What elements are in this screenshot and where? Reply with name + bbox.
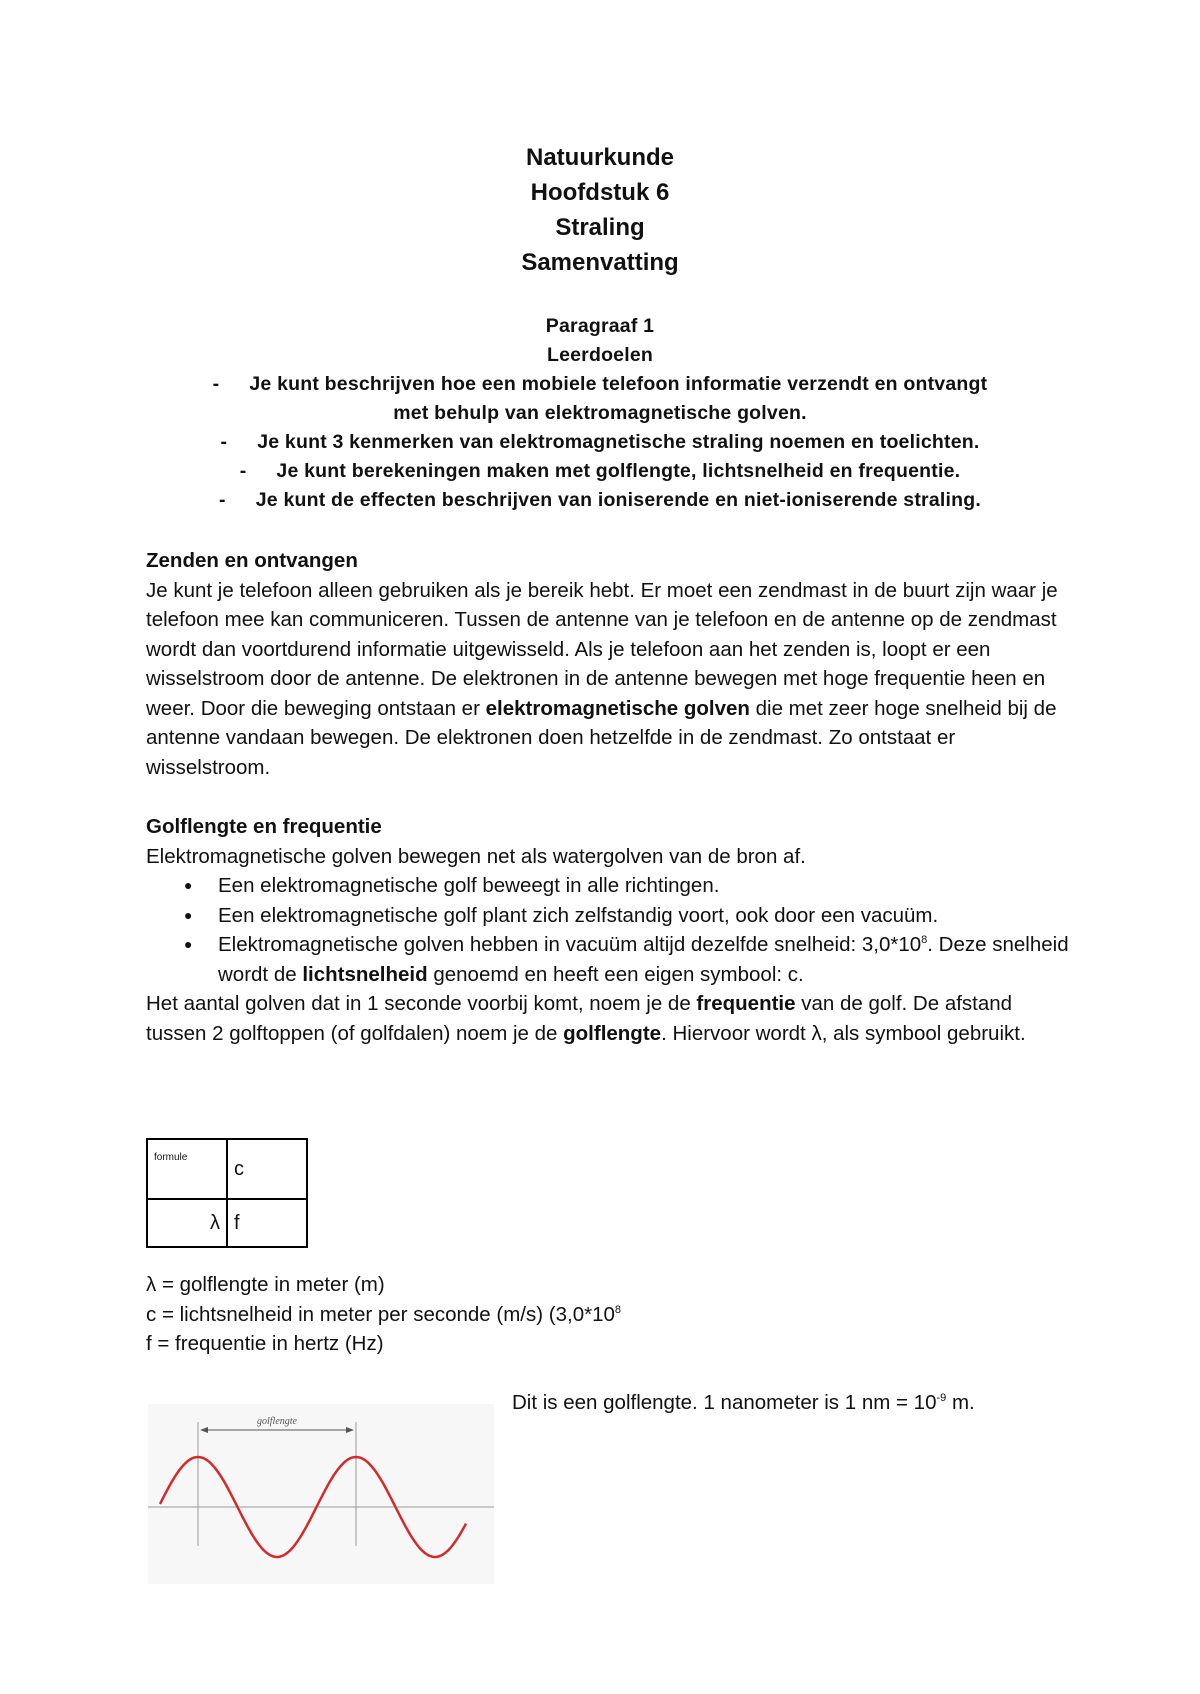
section-heading: Golflengte en frequentie [146, 815, 382, 838]
section-heading: Zenden en ontvangen [146, 549, 358, 572]
list-item [184, 901, 1076, 931]
wave-figure [148, 1404, 494, 1584]
text-run: m. [946, 1391, 975, 1414]
goal-text: Je kunt berekeningen maken met golflengte, lichtsnelheid en frequentie. [276, 460, 961, 482]
arrow-head-left [200, 1427, 208, 1433]
goal-dash: - [220, 431, 228, 453]
formula-label: formule [147, 1139, 227, 1199]
list-item-text: . Deze snelheid wordt de [218, 933, 1069, 986]
bullet-icon: ● [184, 877, 193, 893]
definition-f: f = frequentie in hertz (Hz) [146, 1332, 384, 1355]
formula-cell-c: c [227, 1139, 307, 1199]
definition-lambda: λ = golflengte in meter (m) [146, 1273, 385, 1296]
exponent: 8 [921, 934, 928, 947]
bold-term: lichtsnelheid [302, 962, 428, 986]
bold-term: frequentie [696, 992, 796, 1015]
list-item-text: Een elektromagnetische golf plant zich zelfstandig voort, ook door een vacuüm. [218, 903, 939, 927]
formula-cell-f: f [227, 1199, 307, 1247]
goal-text: met behulp van elektromagnetische golven. [393, 402, 807, 424]
definition-c [146, 1300, 621, 1330]
bullet-list [146, 871, 1076, 989]
list-item-text: Elektromagnetische golven hebben in vacuüm altijd dezelfde snelheid: 3,0*10 [218, 933, 922, 956]
section-text [146, 576, 1076, 783]
wave-diagram [148, 1404, 494, 1584]
text-run: . Hiervoor wordt λ, als symbool gebruikt. [661, 1021, 1026, 1045]
text-run: Dit is een golflengte. 1 nanometer is 1 nm = 10 [512, 1391, 937, 1414]
wavelength-note [512, 1388, 975, 1418]
goal-text: Je kunt de effecten beschrijven van ioniserende en niet-ioniserende straling. [255, 489, 981, 511]
list-item [184, 871, 1076, 901]
learning-goals-heading: Leerdoelen [546, 344, 654, 366]
exponent: -9 [936, 1392, 947, 1405]
title-block [0, 140, 1200, 280]
goal-item [0, 486, 1200, 515]
goal-item [0, 370, 1200, 399]
section-text [146, 989, 1076, 1048]
bullet-icon: ● [184, 936, 193, 952]
section-sending-receiving [146, 546, 1076, 782]
goal-dash: - [219, 489, 226, 511]
goal-text: Je kunt beschrijven hoe een mobiele telefoon informatie verzendt en ontvangt [249, 373, 988, 395]
text-run: Je kunt je telefoon alleen gebruiken als je bereik hebt. Er moet een zendmast in de buurt zijn waar je telefoon mee kan communiceren. Tussen de antenne van je telefoon en de antenne op de zendmast wordt dan voortdurend informatie uitgewisseld. Als je telefoon aan het zenden is, loopt er een wisselstroom door de antenne. De elektronen in de antenne bewegen met hoge frequentie heen en weer. Door die beweging ontstaan er [146, 578, 1058, 720]
bold-term: elektromagnetische golven [485, 696, 750, 720]
summary-title: Samenvatting [521, 249, 679, 276]
goal-item [0, 457, 1200, 486]
section-intro: Elektromagnetische golven bewegen net als watergolven van de bron af. [146, 844, 806, 868]
chapter-title: Hoofdstuk 6 [530, 179, 670, 206]
list-item [184, 930, 1076, 989]
formula-cell-lambda: λ [147, 1199, 227, 1247]
formula-triangle-table [146, 1138, 308, 1248]
text-run: van de golf. De afstand tussen 2 golftoppen (of golfdalen) noem je de [146, 992, 1013, 1045]
goal-item-continuation [0, 399, 1200, 428]
goal-item [0, 428, 1200, 457]
symbol-definitions [146, 1270, 621, 1359]
bullet-icon: ● [184, 906, 193, 923]
list-item-text: genoemd en heeft een eigen symbool: c. [427, 962, 804, 986]
arrow-head-right [346, 1427, 354, 1433]
paragraph-heading: Paragraaf 1 [545, 315, 655, 337]
goal-dash: - [239, 460, 247, 482]
text-run: die met zeer hoge snelheid bij de antenne vandaan bewegen. De elektronen doen hetzelfde in de zendmast. Zo ontstaat er wisselstroom. [146, 696, 1057, 779]
section-wavelength-frequency [146, 812, 1076, 1048]
goal-dash: - [212, 373, 220, 395]
text-run: Het aantal golven dat in 1 seconde voorbij komt, noem je de [146, 992, 697, 1015]
text-run: c = lichtsnelheid in meter per seconde (m/s) (3,0*10 [146, 1302, 615, 1326]
subject-title: Natuurkunde [525, 144, 674, 171]
list-item-text: Een elektromagnetische golf beweegt in alle richtingen. [218, 874, 720, 897]
exponent: 8 [614, 1303, 622, 1316]
wavelength-label: golflengte [257, 1416, 297, 1427]
bold-term: golflengte [563, 1021, 662, 1045]
goal-text: Je kunt 3 kenmerken van elektromagnetische straling noemen en toelichten. [257, 431, 980, 453]
learning-goals-block [0, 312, 1200, 515]
topic-title: Straling [555, 214, 645, 241]
